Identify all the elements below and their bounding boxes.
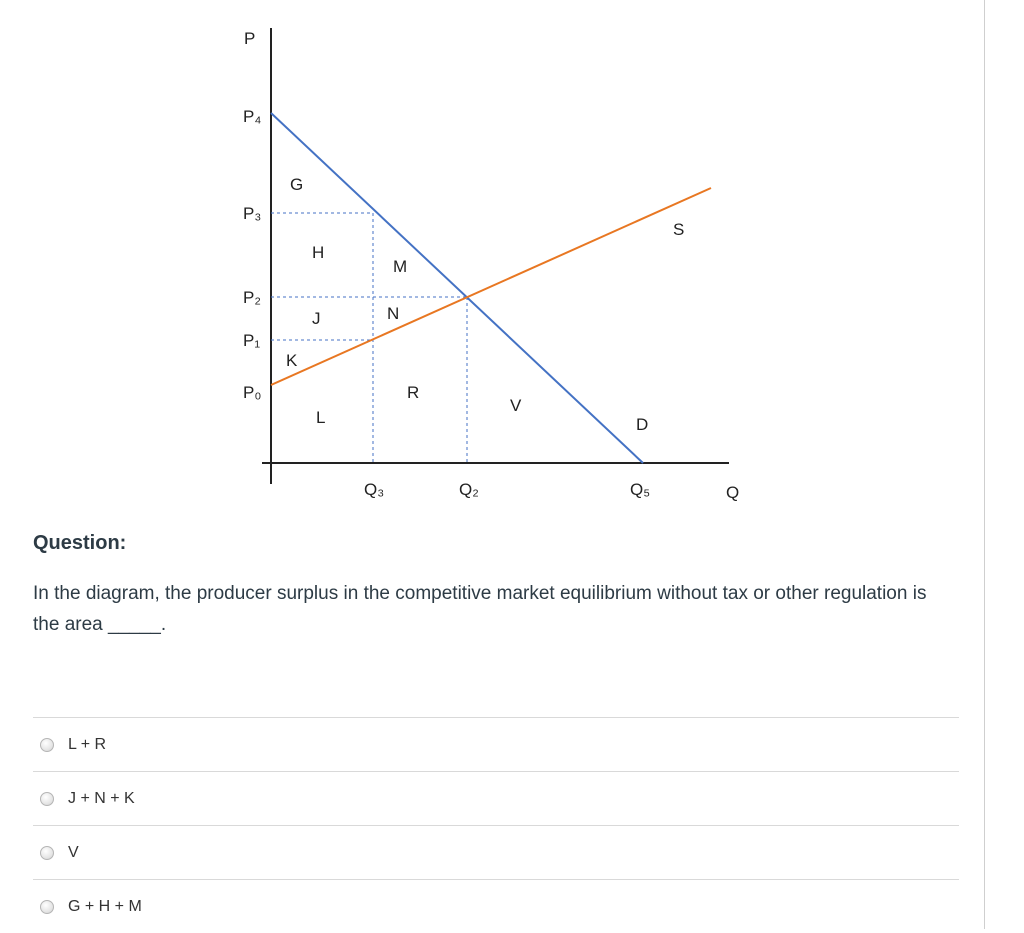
answer-option-l-r[interactable]: [33, 717, 959, 771]
area-k-label: K: [286, 351, 298, 370]
demand-curve: [271, 113, 643, 463]
question-heading: Question:: [33, 532, 127, 554]
p1-label: P₁: [243, 331, 261, 350]
supply-curve: [271, 188, 711, 385]
area-h-label: H: [312, 243, 325, 262]
demand-curve-label: D: [636, 415, 649, 434]
p3-label: P₃: [243, 204, 262, 223]
p0-label: P₀: [243, 383, 262, 402]
answer-option-g-h-m[interactable]: [33, 879, 959, 933]
page-border: [984, 0, 985, 929]
supply-demand-diagram: [0, 0, 760, 510]
radio-button[interactable]: [40, 738, 54, 752]
area-n-label: N: [387, 304, 400, 323]
radio-button[interactable]: [40, 846, 54, 860]
answer-label: V: [68, 843, 79, 861]
answer-label: L + R: [68, 735, 107, 753]
area-g-label: G: [290, 175, 304, 194]
supply-curve-label: S: [673, 220, 685, 239]
question-text: In the diagram, the producer surplus in the competitive market equilibrium without tax or other regulation is the area _____.: [33, 583, 927, 635]
area-r-label: R: [407, 383, 420, 402]
q2-label: Q₂: [459, 480, 479, 499]
p-axis-label: P: [244, 29, 256, 48]
p2-label: P₂: [243, 288, 261, 307]
radio-button[interactable]: [40, 900, 54, 914]
q-axis-label: Q: [726, 483, 740, 502]
area-m-label: M: [393, 257, 408, 276]
area-l-label: L: [316, 408, 326, 427]
answer-option-v[interactable]: [33, 825, 959, 879]
q5-label: Q₅: [630, 480, 651, 499]
q3-label: Q₃: [364, 480, 385, 499]
p4-label: P₄: [243, 107, 262, 126]
answer-option-j-n-k[interactable]: [33, 771, 959, 825]
area-v-label: V: [510, 396, 522, 415]
answer-label: G + H + M: [68, 897, 142, 915]
answer-label: J + N + K: [68, 789, 135, 807]
area-j-label: J: [312, 309, 321, 328]
radio-button[interactable]: [40, 792, 54, 806]
answer-list: [33, 717, 959, 933]
